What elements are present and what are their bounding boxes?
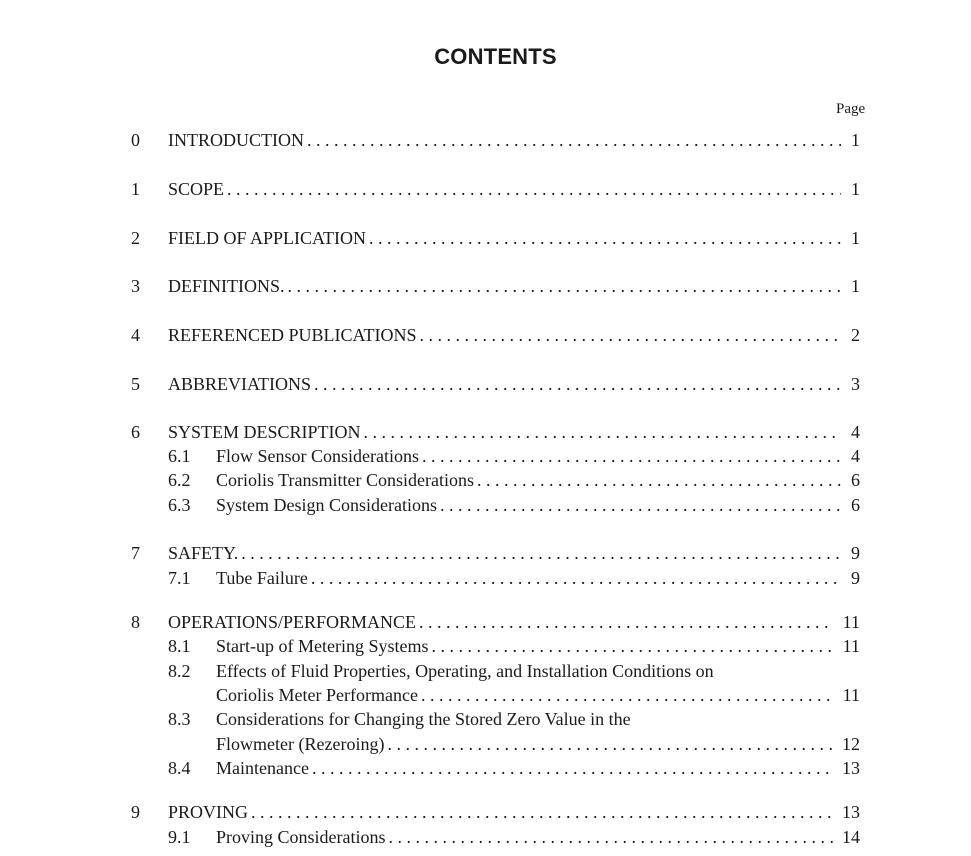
page-number: 1 <box>851 228 860 248</box>
page-number: 6 <box>851 470 860 490</box>
section-number: 6 <box>131 422 140 442</box>
toc-subentry-continuation <box>0 684 971 706</box>
page-number: 9 <box>851 543 860 563</box>
toc-entry[interactable] <box>0 227 971 249</box>
leader-dots <box>437 494 841 516</box>
page-number: 14 <box>842 827 860 847</box>
toc-entry[interactable] <box>0 324 971 346</box>
page-number: 11 <box>842 636 860 656</box>
section-number: 8 <box>131 612 140 632</box>
toc-subentry[interactable] <box>0 567 971 589</box>
subsection-number: 8.3 <box>168 709 191 729</box>
entry-text <box>168 275 841 297</box>
toc-entry[interactable] <box>0 542 971 564</box>
subsection-number: 8.4 <box>168 758 191 778</box>
entry-text <box>216 635 833 657</box>
page-column-header: Page <box>836 101 866 117</box>
entry-text <box>168 324 841 346</box>
subsection-number: 8.1 <box>168 636 191 656</box>
subsection-title: Start-up of Metering Systems <box>216 636 429 656</box>
entry-text <box>168 542 841 564</box>
entry-text <box>216 757 833 779</box>
leader-dots <box>418 684 833 706</box>
leader-dots <box>308 567 841 589</box>
toc-subentry[interactable] <box>0 469 971 491</box>
section-number: 0 <box>131 130 140 150</box>
entry-text <box>168 611 833 633</box>
subsection-title-line1: Considerations for Changing the Stored Zero Value in the <box>216 709 631 729</box>
leader-dots <box>248 801 833 823</box>
toc-subentry[interactable] <box>0 826 971 848</box>
leader-dots <box>304 129 841 151</box>
section-title: ABBREVIATIONS <box>168 374 312 394</box>
leader-dots <box>311 373 841 395</box>
subsection-number: 6.3 <box>168 495 191 515</box>
section-number: 7 <box>131 543 140 563</box>
toc-entry[interactable] <box>0 611 971 633</box>
leader-dots <box>474 469 841 491</box>
leader-dots <box>361 421 841 443</box>
section-title: PROVING <box>168 802 249 822</box>
leader-dots <box>384 733 833 755</box>
subsection-title: Coriolis Transmitter Considerations <box>216 470 475 490</box>
entry-text <box>168 421 841 443</box>
page-number: 6 <box>851 495 860 515</box>
toc-subentry[interactable] <box>0 708 971 730</box>
page-number: 1 <box>851 276 860 296</box>
subsection-number: 9.1 <box>168 827 191 847</box>
subsection-title: System Design Considerations <box>216 495 437 515</box>
entry-text <box>216 445 841 467</box>
page-number: 12 <box>842 734 860 754</box>
toc-entry[interactable] <box>0 421 971 443</box>
section-number: 5 <box>131 374 140 394</box>
subsection-title: Proving Considerations <box>216 827 386 847</box>
page-number: 13 <box>842 758 860 778</box>
entry-text <box>168 178 841 200</box>
entry-text <box>216 494 841 516</box>
toc-title: CONTENTS <box>434 44 557 69</box>
section-title: SCOPE <box>168 179 225 199</box>
section-title: OPERATIONS/PERFORMANCE <box>168 612 417 632</box>
page-number: 11 <box>842 612 860 632</box>
page-number: 4 <box>851 446 860 466</box>
subsection-number: 7.1 <box>168 568 191 588</box>
subsection-number: 6.2 <box>168 470 191 490</box>
toc-subentry[interactable] <box>0 635 971 657</box>
toc-entry[interactable] <box>0 178 971 200</box>
leader-dots <box>386 826 834 848</box>
toc-subentry[interactable] <box>0 757 971 779</box>
subsection-number: 6.1 <box>168 446 191 466</box>
entry-text <box>216 469 841 491</box>
subsection-title: Tube Failure <box>216 568 308 588</box>
entry-text <box>168 801 833 823</box>
section-number: 3 <box>131 276 140 296</box>
leader-dots <box>224 178 841 200</box>
entry-text <box>216 733 833 755</box>
toc-subentry-continuation <box>0 733 971 755</box>
subsection-title: Maintenance <box>216 758 309 778</box>
toc-subentry[interactable] <box>0 445 971 467</box>
section-number: 1 <box>131 179 140 199</box>
leader-dots <box>366 227 841 249</box>
subsection-title: Flow Sensor Considerations <box>216 446 420 466</box>
entry-text <box>168 373 841 395</box>
section-title: REFERENCED PUBLICATIONS <box>168 325 417 345</box>
section-title: FIELD OF APPLICATION <box>168 228 367 248</box>
section-title: DEFINITIONS. <box>168 276 285 296</box>
entry-text <box>216 826 833 848</box>
toc-entry[interactable] <box>0 801 971 823</box>
entry-text <box>216 567 841 589</box>
section-title: SYSTEM DESCRIPTION <box>168 422 361 442</box>
entry-text <box>168 129 841 151</box>
leader-dots <box>416 611 833 633</box>
leader-dots <box>428 635 833 657</box>
page-number: 13 <box>842 802 860 822</box>
page-number: 1 <box>851 179 860 199</box>
toc-entry[interactable] <box>0 373 971 395</box>
section-number: 2 <box>131 228 140 248</box>
page-number: 4 <box>851 422 860 442</box>
page-number: 1 <box>851 130 860 150</box>
leader-dots <box>419 445 841 467</box>
subsection-title-line2: Coriolis Meter Performance <box>216 685 418 705</box>
subsection-title-line1: Effects of Fluid Properties, Operating, and Installation Conditions on <box>216 661 714 681</box>
toc-subentry[interactable] <box>0 494 971 516</box>
page-number: 9 <box>851 568 860 588</box>
leader-dots <box>309 757 833 779</box>
page-number: 2 <box>851 325 860 345</box>
section-title: SAFETY. <box>168 543 239 563</box>
leader-dots <box>285 275 842 297</box>
entry-text <box>216 684 833 706</box>
entry-text <box>168 227 841 249</box>
toc-entry[interactable] <box>0 275 971 297</box>
subsection-title-line2: Flowmeter (Rezeroing) <box>216 734 385 754</box>
page-number: 3 <box>851 374 860 394</box>
leader-dots <box>238 542 841 564</box>
section-title: INTRODUCTION <box>168 130 304 150</box>
toc-subentry[interactable] <box>0 660 971 682</box>
subsection-number: 8.2 <box>168 661 191 681</box>
leader-dots <box>417 324 841 346</box>
toc-entry[interactable] <box>0 129 971 151</box>
section-number: 4 <box>131 325 140 345</box>
section-number: 9 <box>131 802 140 822</box>
page-number: 11 <box>842 685 860 705</box>
